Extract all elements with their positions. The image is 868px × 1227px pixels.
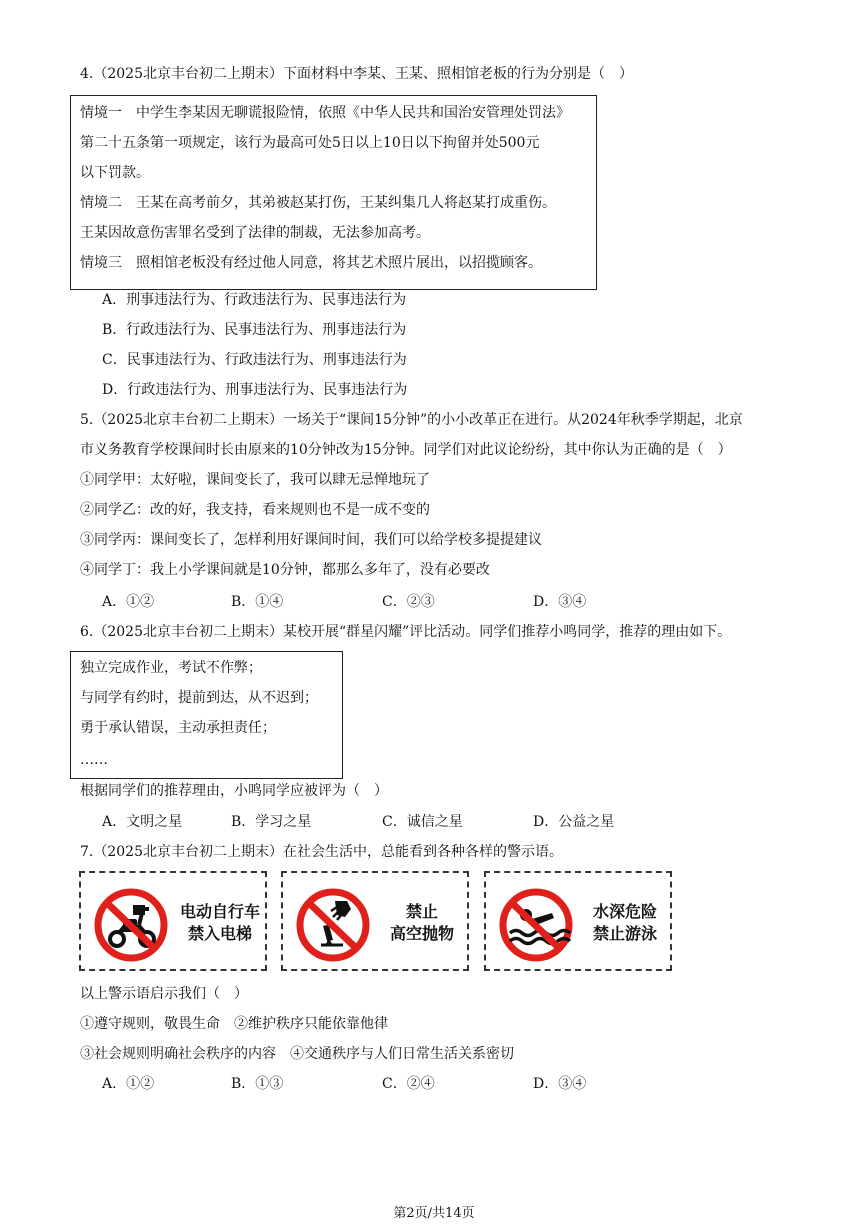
q6-stem: 6.（2025北京丰台初二上期末）某校开展“群星闪耀”评比活动。同学们推荐小鸣同学，推荐的理由如下。 [80, 624, 732, 640]
q7-option-a[interactable]: A．①② [102, 1076, 155, 1092]
no-swimming-icon [498, 887, 574, 963]
q5-statement: ④同学丁：我上小学课间就是10分钟，都那么多年了，没有必要改 [80, 562, 490, 578]
sign-no-ebike-elevator [79, 871, 267, 971]
q5-option-a[interactable]: A．①② [102, 594, 155, 610]
q5-option-b[interactable]: B．①④ [231, 594, 284, 610]
q4-option-b[interactable]: B．行政违法行为、民事违法行为、刑事违法行为 [102, 322, 407, 338]
sign-text-line1: 禁止 [405, 902, 438, 921]
q4-material-line: 王某因故意伤害罪名受到了法律的制裁，无法参加高考。 [80, 225, 430, 241]
q4-material-line: 情境一 中学生李某因无聊谎报险情，依照《中华人民共和国治安管理处罚法》 [80, 105, 570, 121]
q6-option-a[interactable]: A．文明之星 [102, 814, 183, 830]
q4-material-line: 以下罚款。 [80, 165, 150, 181]
q6-option-c[interactable]: C．诚信之星 [382, 814, 463, 830]
sign-text-line2: 高空抛物 [389, 924, 454, 943]
sign-text-line1: 电动自行车 [179, 902, 260, 921]
q6-material-line: 与同学有约时，提前到达，从不迟到； [80, 690, 318, 706]
q7-option-b[interactable]: B．①③ [231, 1076, 284, 1092]
q4-material-line: 第二十五条第一项规定，该行为最高可处5日以上10日以下拘留并处500元 [80, 135, 540, 151]
q6-material-line: 勇于承认错误，主动承担责任； [80, 720, 276, 736]
q6-option-d[interactable]: D．公益之星 [533, 814, 615, 830]
q6-question: 根据同学们的推荐理由，小鸣同学应被评为（ ） [80, 783, 388, 799]
q5-statement: ①同学甲：太好啦，课间变长了，我可以肆无忌惮地玩了 [80, 472, 430, 488]
q4-option-a[interactable]: A．刑事违法行为、行政违法行为、民事违法行为 [102, 292, 407, 308]
q6-material-line: …… [80, 752, 108, 768]
q7-question: 以上警示语启示我们（ ） [80, 986, 248, 1002]
q7-option-c[interactable]: C．②④ [382, 1076, 435, 1092]
q5-option-d[interactable]: D．③④ [533, 594, 587, 610]
q4-material-line: 情境三 照相馆老板没有经过他人同意，将其艺术照片展出，以招揽顾客。 [80, 255, 542, 271]
q7-statement: ①遵守规则，敬畏生命 ②维护秩序只能依靠他律 [80, 1016, 388, 1032]
q5-stem: 5.（2025北京丰台初二上期末）一场关于“课间15分钟”的小小改革正在进行。从2024年秋季学期起，北京 [80, 412, 743, 428]
q4-option-d[interactable]: D．行政违法行为、刑事违法行为、民事违法行为 [102, 382, 408, 398]
sign-no-throwing [281, 871, 469, 971]
q5-statement: ③同学丙：课间变长了，怎样利用好课间时间，我们可以给学校多提提建议 [80, 532, 542, 548]
q4-option-c[interactable]: C．民事违法行为、行政违法行为、刑事违法行为 [102, 352, 407, 368]
sign-text-line2: 禁止游泳 [592, 924, 657, 943]
q5-statement: ②同学乙：改的好，我支持，看来规则也不是一成不变的 [80, 502, 430, 518]
q7-statement: ③社会规则明确社会秩序的内容 ④交通秩序与人们日常生活关系密切 [80, 1046, 514, 1062]
q7-option-d[interactable]: D．③④ [533, 1076, 587, 1092]
q5-stem: 市义务教育学校课间时长由原来的10分钟改为15分钟。同学们对此议论纷纷，其中你认为正确的是（ ） [80, 442, 732, 458]
no-throwing-objects-icon [295, 887, 371, 963]
q7-stem: 7.（2025北京丰台初二上期末）在社会生活中，总能看到各种各样的警示语。 [80, 844, 563, 860]
q6-option-b[interactable]: B．学习之星 [231, 814, 312, 830]
sign-text-line1: 水深危险 [592, 902, 657, 921]
sign-no-swimming [484, 871, 672, 971]
sign-text-line2: 禁入电梯 [187, 924, 252, 943]
q4-material-line: 情境二 王某在高考前夕，其弟被赵某打伤，王某纠集几人将赵某打成重伤。 [80, 195, 556, 211]
no-ebike-in-elevator-icon [93, 887, 169, 963]
q5-option-c[interactable]: C．②③ [382, 594, 435, 610]
page-footer: 第2页/共14页 [393, 1206, 475, 1221]
q4-stem: 4.（2025北京丰台初二上期末）下面材料中李某、王某、照相馆老板的行为分别是（ ） [80, 66, 633, 82]
q6-material-line: 独立完成作业，考试不作弊； [80, 660, 262, 676]
